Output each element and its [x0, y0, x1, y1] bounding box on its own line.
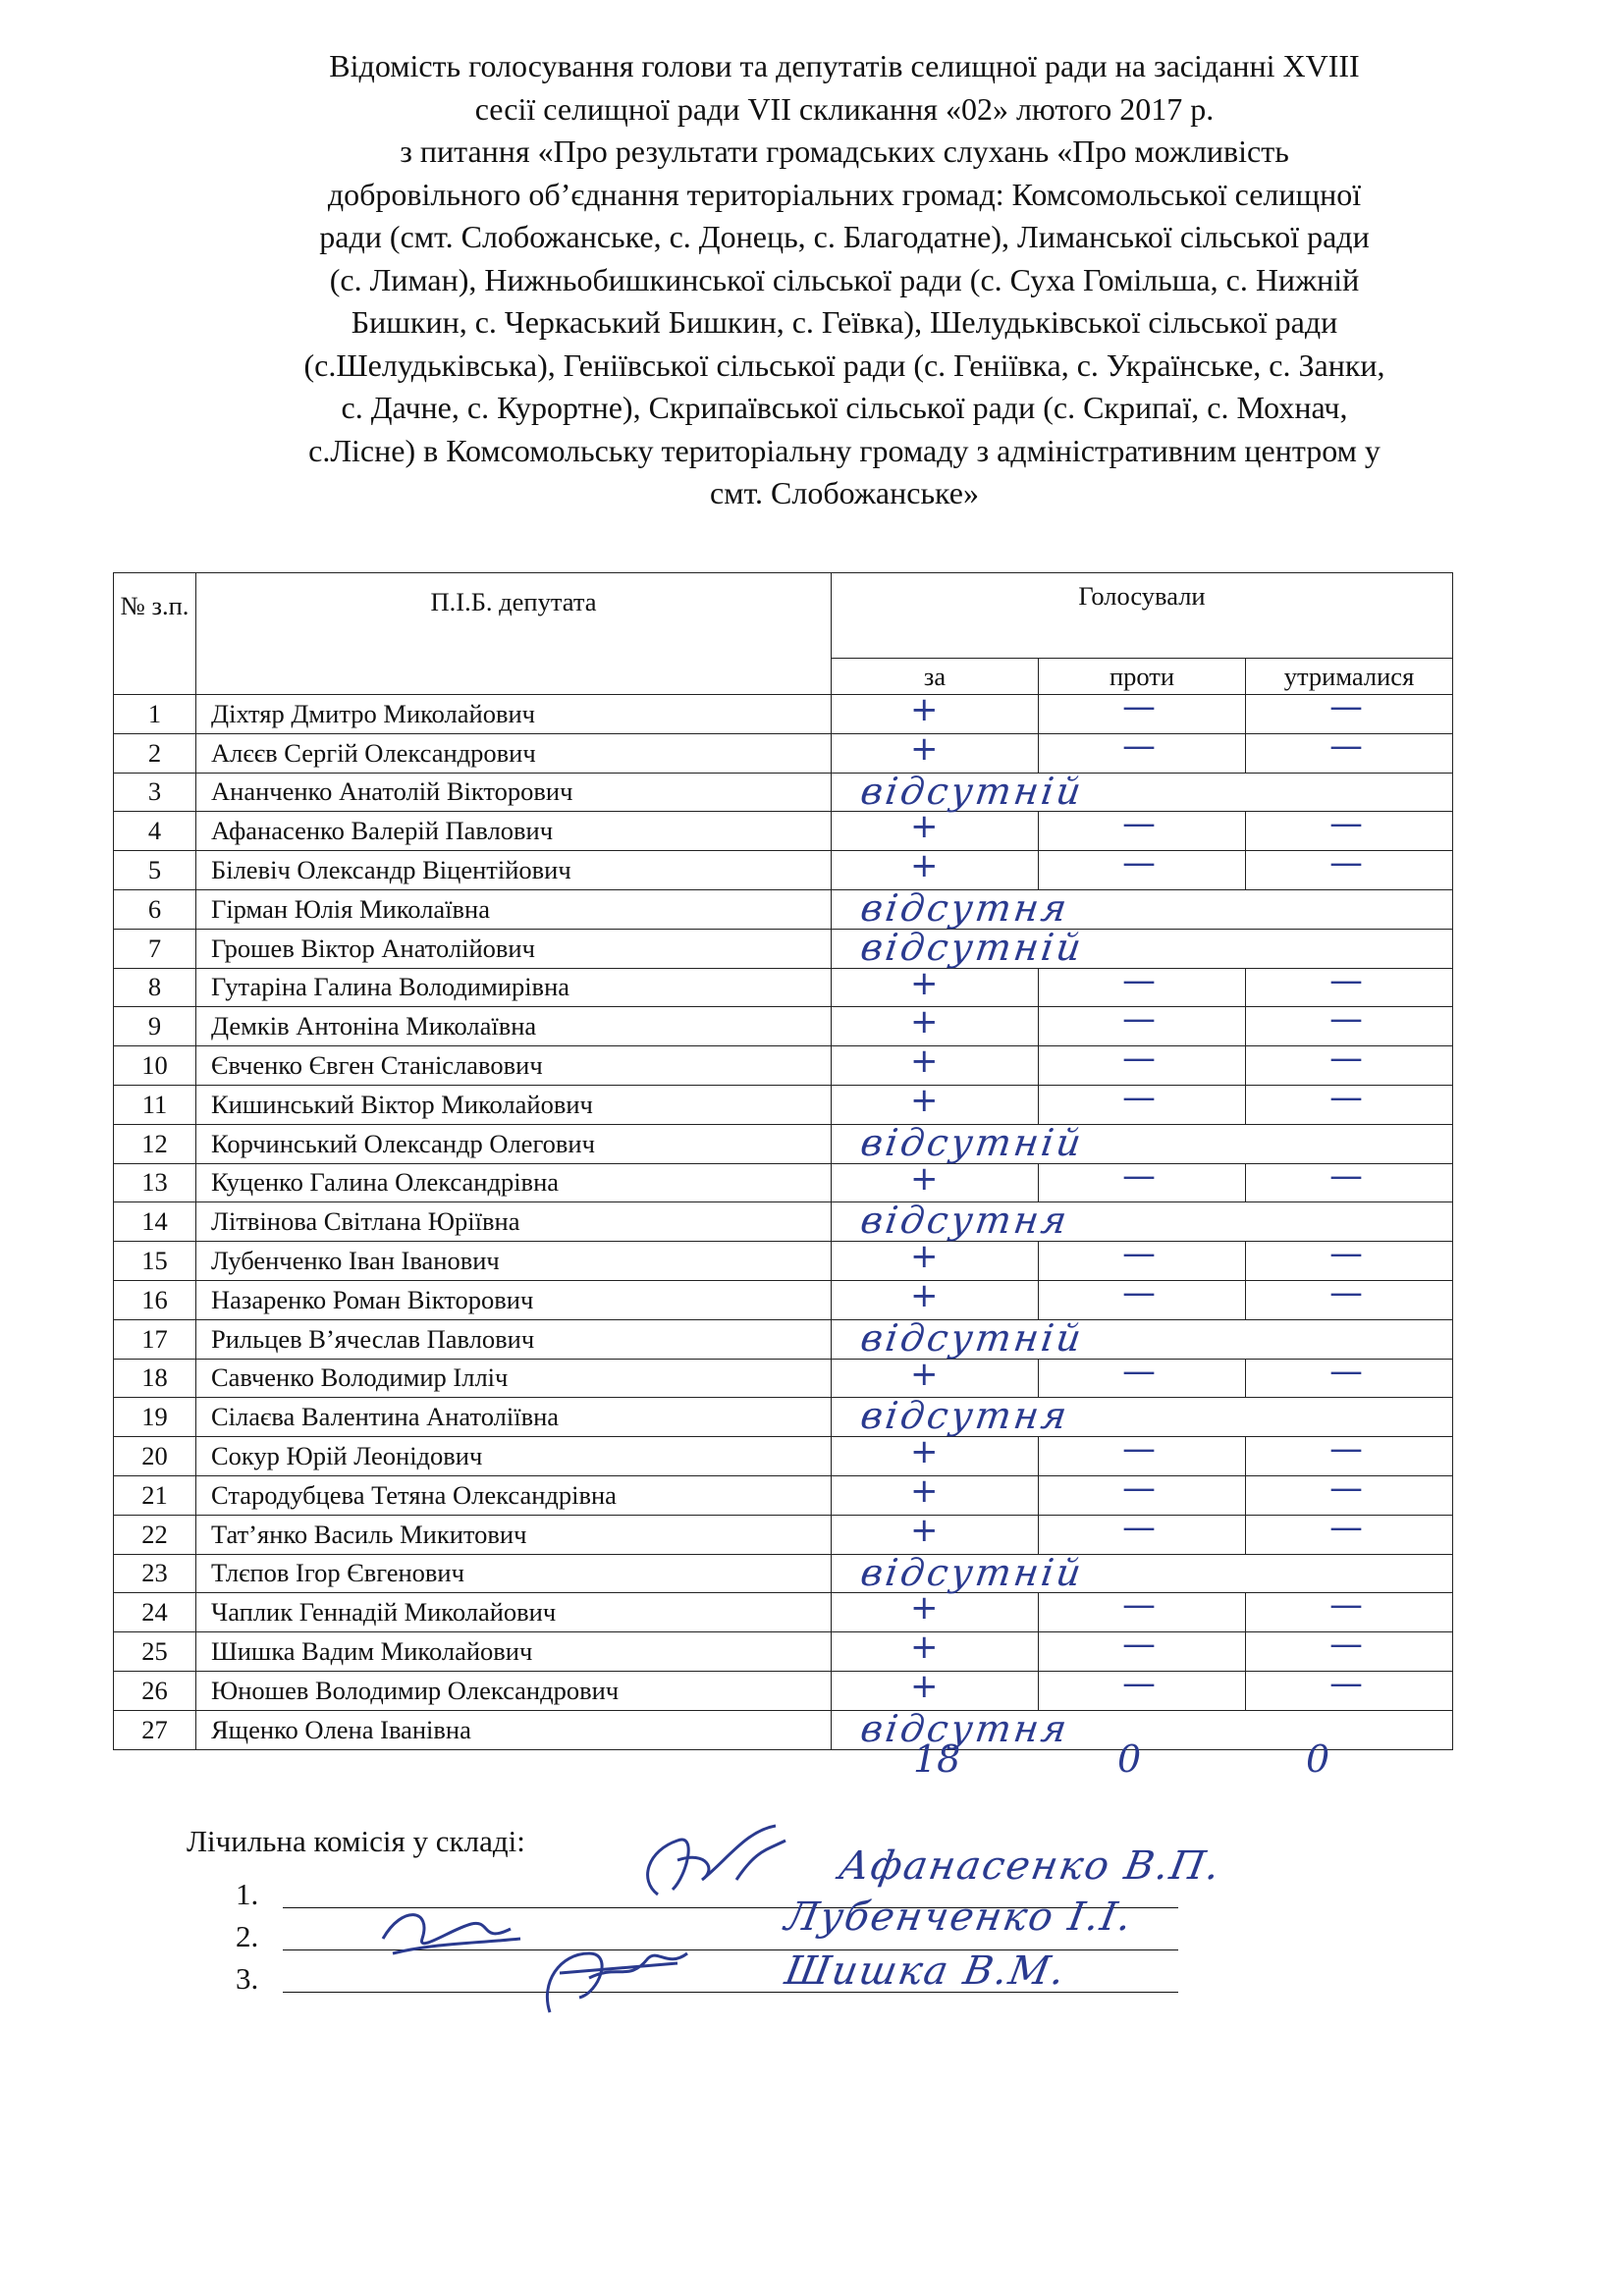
title-line: сесії селищної ради VII скликання «02» лютого 2017 р. [474, 90, 1215, 127]
header-number: № з.п. [114, 573, 196, 695]
row-number: 25 [114, 1632, 196, 1672]
vote-for-mark: + [910, 1628, 939, 1668]
row-number: 23 [114, 1554, 196, 1593]
deputy-name: Тат’янко Василь Микитович [196, 1515, 832, 1554]
vote-cell-against [1039, 1077, 1246, 1124]
vote-abstained-mark: — [1329, 1351, 1363, 1391]
deputy-name: Юношев Володимир Олександрович [196, 1671, 832, 1710]
vote-cell-for [832, 1080, 1039, 1124]
signature-2 [373, 1899, 540, 1968]
table-row [114, 812, 1453, 851]
vote-against-mark: — [1122, 1429, 1156, 1469]
header-against: проти [1039, 659, 1246, 695]
table-row [114, 695, 1453, 734]
table-row [114, 733, 1453, 773]
vote-cell-for [832, 807, 1039, 851]
table-row [114, 1515, 1453, 1554]
absent-note: відсутній [857, 769, 1087, 813]
vote-against-mark: — [1122, 1351, 1156, 1391]
vote-abstained-mark: — [1329, 804, 1363, 844]
deputy-name: Сілаєва Валентина Анатоліївна [196, 1398, 832, 1437]
deputy-name: Білевіч Олександр Віцентійович [196, 851, 832, 890]
title-line: (с.Шелудьківська), Геніївської сільської ради (с. Геніївка, с. Українське, с. Занки, [303, 347, 1385, 383]
vote-against-mark: — [1122, 687, 1156, 726]
table-row [114, 1163, 1453, 1202]
vote-against-mark: — [1122, 1272, 1156, 1312]
deputy-name: Назаренко Роман Вікторович [196, 1280, 832, 1319]
table-row [114, 1319, 1453, 1359]
vote-against-mark: — [1122, 1625, 1156, 1665]
header-for: за [832, 659, 1039, 695]
table-row [114, 1671, 1453, 1710]
absent-note: відсутня [857, 1706, 1072, 1750]
vote-cell-abstained [1246, 1155, 1453, 1202]
table-row [114, 1475, 1453, 1515]
table-row [114, 1085, 1453, 1124]
table-row [114, 1437, 1453, 1476]
vote-cell-for [832, 1588, 1039, 1632]
vote-cell-for [832, 1354, 1039, 1398]
vote-cell-abstained [1246, 1077, 1453, 1124]
deputy-name: Ананченко Анатолій Вікторович [196, 773, 832, 812]
row-number: 18 [114, 1359, 196, 1398]
vote-cell-against [1039, 725, 1246, 773]
vote-cell-for [832, 1158, 1039, 1202]
deputy-name: Демків Антоніна Миколаївна [196, 1007, 832, 1046]
vote-for-mark: + [910, 1470, 939, 1511]
row-number: 12 [114, 1124, 196, 1163]
vote-for-mark: + [910, 728, 939, 769]
vote-cell-abstained [1246, 843, 1453, 890]
vote-cell-abstained [1246, 1507, 1453, 1554]
deputy-name: Діхтяр Дмитро Миколайович [196, 695, 832, 734]
deputy-name: Алєєв Сергій Олександрович [196, 733, 832, 773]
vote-against-mark: — [1122, 1663, 1156, 1703]
row-number: 20 [114, 1437, 196, 1476]
row-number: 9 [114, 1007, 196, 1046]
row-number: 21 [114, 1475, 196, 1515]
deputy-name: Ященко Олена Іванівна [196, 1710, 832, 1749]
row-number: 7 [114, 929, 196, 968]
title-line: смт. Слобожанське» [709, 475, 979, 510]
table-row [114, 1242, 1453, 1281]
deputy-name: Гірман Юлія Миколаївна [196, 889, 832, 929]
vote-for-mark: + [910, 1002, 939, 1042]
vote-for-mark: + [910, 1158, 939, 1199]
table-row [114, 1046, 1453, 1086]
vote-abstained-mark: — [1329, 999, 1363, 1040]
vote-for-mark: + [910, 1354, 939, 1394]
table-row [114, 929, 1453, 968]
absent-note: відсутня [857, 885, 1072, 930]
vote-cell-for [832, 690, 1039, 734]
row-number: 6 [114, 889, 196, 929]
header-abstained: утрималися [1246, 659, 1453, 695]
table-row [114, 1398, 1453, 1437]
vote-against-mark: — [1122, 843, 1156, 883]
vote-cell-for [832, 1470, 1039, 1515]
vote-cell-for [832, 1432, 1039, 1476]
vote-cell-for [832, 1237, 1039, 1281]
signature-1 [619, 1821, 815, 1919]
vote-cell-against [1039, 1663, 1246, 1710]
vote-against-mark: — [1122, 960, 1156, 1000]
vote-against-mark: — [1122, 1507, 1156, 1547]
vote-cell-for [832, 1666, 1039, 1710]
line-number: 3. [236, 1961, 259, 1996]
vote-abstained-mark: — [1329, 1155, 1363, 1196]
deputy-name: Чаплик Геннадій Миколайович [196, 1593, 832, 1632]
vote-for-mark: + [910, 1041, 939, 1082]
title-line: ради (смт. Слобожанське, с. Донець, с. Благодатне), Лиманської сільської ради [319, 219, 1370, 254]
deputy-name: Кишинський Віктор Миколайович [196, 1085, 832, 1124]
vote-cell-against [1039, 1272, 1246, 1319]
absent-note: відсутній [857, 1550, 1087, 1594]
vote-abstained-mark: — [1329, 1039, 1363, 1079]
signature-name-3: Шишка В.М. [781, 1949, 1070, 1994]
title-line: Відомість голосування голови та депутатів селищної ради на засіданні XVIII [329, 48, 1360, 83]
row-number: 13 [114, 1163, 196, 1202]
vote-against-mark: — [1122, 1468, 1156, 1508]
vote-cell-for [832, 1041, 1039, 1086]
table-row [114, 1554, 1453, 1593]
vote-cell-abstained [1246, 725, 1453, 773]
absent-note: відсутній [857, 925, 1087, 969]
deputy-name: Сокур Юрій Леонідович [196, 1437, 832, 1476]
absent-note: відсутній [857, 1315, 1087, 1360]
deputy-name: Савченко Володимир Ілліч [196, 1359, 832, 1398]
absent-cell [832, 885, 1453, 930]
vote-for-mark: + [910, 1275, 939, 1315]
vote-cell-against [1039, 843, 1246, 890]
vote-abstained-mark: — [1329, 1272, 1363, 1312]
deputy-name: Літвінова Світлана Юріївна [196, 1202, 832, 1242]
table-row [114, 1202, 1453, 1242]
deputy-name: Афанасенко Валерій Павлович [196, 812, 832, 851]
vote-cell-for [832, 1628, 1039, 1672]
vote-for-mark: + [910, 690, 939, 729]
vote-abstained-mark: — [1329, 1077, 1363, 1117]
vote-against-mark: — [1122, 725, 1156, 766]
total-for: 18 [913, 1737, 961, 1781]
vote-abstained-mark: — [1329, 1468, 1363, 1508]
header-name: П.І.Б. депутата [196, 573, 832, 695]
title-line: (с. Лиман), Нижньобишкинської сільської ради (с. Суха Гомільша, с. Нижній [329, 261, 1360, 297]
vote-for-mark: + [910, 1588, 939, 1629]
vote-cell-against [1039, 1155, 1246, 1202]
row-number: 27 [114, 1710, 196, 1749]
total-against: 0 [1117, 1737, 1142, 1781]
row-number: 16 [114, 1280, 196, 1319]
vote-against-mark: — [1122, 999, 1156, 1040]
row-number: 5 [114, 851, 196, 890]
vote-cell-for [832, 963, 1039, 1007]
row-number: 1 [114, 695, 196, 734]
signature-name-2: Лубенченко І.І. [781, 1895, 1137, 1940]
row-number: 14 [114, 1202, 196, 1242]
table-row [114, 773, 1453, 812]
vote-cell-against [1039, 1507, 1246, 1554]
row-number: 17 [114, 1319, 196, 1359]
deputy-name: Тлєпов Ігор Євгенович [196, 1554, 832, 1593]
voting-table [113, 572, 1453, 1750]
vote-for-mark: + [910, 963, 939, 1003]
vote-cell-for [832, 846, 1039, 890]
vote-against-mark: — [1122, 804, 1156, 844]
vote-abstained-mark: — [1329, 843, 1363, 883]
vote-for-mark: + [910, 1510, 939, 1550]
vote-abstained-mark: — [1329, 687, 1363, 726]
vote-for-mark: + [910, 1432, 939, 1472]
table-row [114, 1710, 1453, 1749]
row-number: 24 [114, 1593, 196, 1632]
title-line: с.Лісне) в Комсомольську територіальну громаду з адміністративним центром у [308, 432, 1380, 468]
vote-abstained-mark: — [1329, 1429, 1363, 1469]
title-line: добровільного об’єднання територіальних громад: Комсомольської селищної [327, 176, 1362, 212]
deputy-name: Стародубцева Тетяна Олександрівна [196, 1475, 832, 1515]
table-row [114, 851, 1453, 890]
deputy-name: Корчинський Олександр Олегович [196, 1124, 832, 1163]
deputy-name: Гутаріна Галина Володимирівна [196, 968, 832, 1007]
table-row [114, 1007, 1453, 1046]
table-row [114, 1632, 1453, 1672]
commission-label: Лічильна комісія у складі: [187, 1824, 525, 1858]
absent-note: відсутня [857, 1199, 1072, 1243]
deputy-name: Рильцев В’ячеслав Павлович [196, 1319, 832, 1359]
vote-cell-abstained [1246, 1663, 1453, 1710]
table-row [114, 968, 1453, 1007]
row-number: 10 [114, 1046, 196, 1086]
table-row [114, 1124, 1453, 1163]
title-line: с. Дачне, с. Курортне), Скрипаївської сільської ради (с. Скрипаї, с. Мохнач, [341, 390, 1348, 425]
vote-abstained-mark: — [1329, 1585, 1363, 1626]
vote-cell-for [832, 1510, 1039, 1554]
vote-for-mark: + [910, 1666, 939, 1706]
vote-for-mark: + [910, 807, 939, 847]
vote-cell-for [832, 1275, 1039, 1319]
vote-against-mark: — [1122, 1155, 1156, 1196]
vote-abstained-mark: — [1329, 725, 1363, 766]
vote-against-mark: — [1122, 1077, 1156, 1117]
table-row [114, 1280, 1453, 1319]
vote-abstained-mark: — [1329, 960, 1363, 1000]
document-title [182, 45, 1507, 515]
line-number: 1. [236, 1877, 259, 1911]
deputy-name: Шишка Вадим Миколайович [196, 1632, 832, 1672]
header-voted: Голосували [832, 573, 1453, 659]
row-number: 2 [114, 733, 196, 773]
vote-for-mark: + [910, 1237, 939, 1277]
total-abstained: 0 [1306, 1737, 1330, 1781]
row-number: 15 [114, 1242, 196, 1281]
signature-3 [520, 1924, 707, 2022]
absent-note: відсутня [857, 1394, 1072, 1438]
vote-abstained-mark: — [1329, 1663, 1363, 1703]
deputy-name: Лубенченко Іван Іванович [196, 1242, 832, 1281]
vote-against-mark: — [1122, 1234, 1156, 1274]
table-row [114, 1359, 1453, 1398]
line-number: 2. [236, 1919, 259, 1953]
vote-for-mark: + [910, 846, 939, 886]
table-row [114, 889, 1453, 929]
row-number: 26 [114, 1671, 196, 1710]
vote-cell-abstained [1246, 1272, 1453, 1319]
title-line: з питання «Про результати громадських слухань «Про можливість [400, 133, 1289, 169]
vote-cell-for [832, 728, 1039, 773]
vote-abstained-mark: — [1329, 1625, 1363, 1665]
row-number: 22 [114, 1515, 196, 1554]
row-number: 3 [114, 773, 196, 812]
vote-for-mark: + [910, 1080, 939, 1120]
deputy-name: Куценко Галина Олександрівна [196, 1163, 832, 1202]
title-line: Бишкин, с. Черкаський Бишкин, с. Геївка), Шелудьківської сільської ради [351, 304, 1338, 340]
signature-name-1: Афанасенко В.П. [835, 1843, 1225, 1889]
deputy-name: Грошев Віктор Анатолійович [196, 929, 832, 968]
vote-cell-against [1039, 1351, 1246, 1398]
row-number: 4 [114, 812, 196, 851]
row-number: 11 [114, 1085, 196, 1124]
vote-cell-abstained [1246, 1351, 1453, 1398]
table-row [114, 1593, 1453, 1632]
vote-against-mark: — [1122, 1585, 1156, 1626]
absent-note: відсутній [857, 1120, 1087, 1164]
row-number: 8 [114, 968, 196, 1007]
row-number: 19 [114, 1398, 196, 1437]
deputy-name: Євченко Євген Станіславович [196, 1046, 832, 1086]
vote-abstained-mark: — [1329, 1234, 1363, 1274]
vote-cell-for [832, 1002, 1039, 1046]
vote-against-mark: — [1122, 1039, 1156, 1079]
vote-abstained-mark: — [1329, 1507, 1363, 1547]
